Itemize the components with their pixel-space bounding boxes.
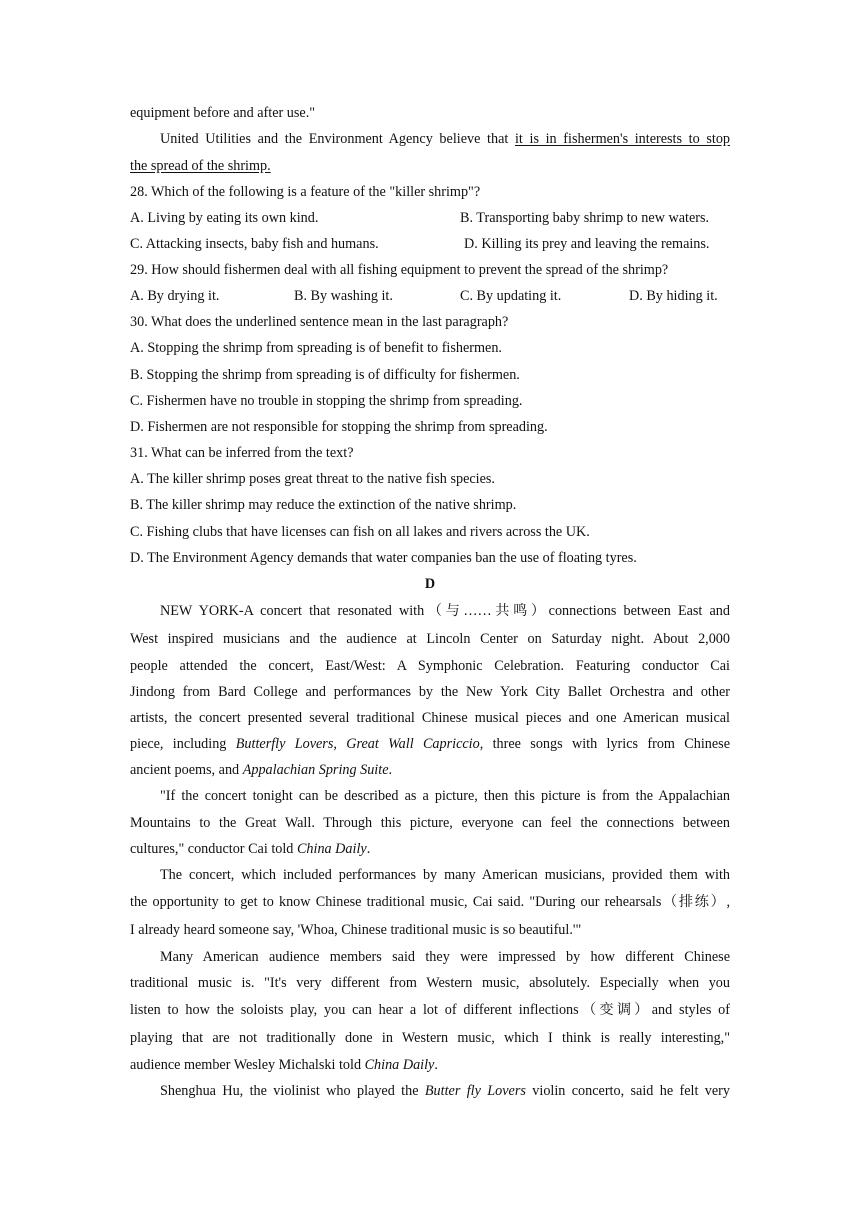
- text-span: .: [388, 762, 393, 778]
- text-span: Shenghua Hu, the violinist who played the: [160, 1083, 425, 1099]
- text-line: [130, 731, 730, 757]
- text-line: [160, 1078, 730, 1104]
- question-stem: 29. How should fishermen deal with all fishing equipment to prevent the spread of the shrimp?: [130, 262, 669, 278]
- italic-title: China Daily: [296, 841, 367, 857]
- option-d: D. Fishermen are not responsible for stopping the shrimp from spreading.: [130, 419, 548, 435]
- text-line: The concert, which included performances by many American musicians, provided them with: [160, 867, 730, 883]
- underlined-sentence: the spread of the shrimp.: [130, 158, 271, 174]
- underlined-sentence: it is in fishermen's interests to stop: [514, 131, 731, 147]
- option-a: A. The killer shrimp poses great threat to the native fish species.: [130, 471, 495, 487]
- text-line: "If the concert tonight can be described as a picture, then this picture is from the Appalachian: [160, 788, 730, 804]
- italic-title: Appalachian Spring Suite: [242, 762, 389, 778]
- text-span: United Utilities and the Environment Agency believe that: [160, 131, 515, 147]
- text-line: [130, 153, 730, 179]
- italic-title: China Daily: [364, 1057, 435, 1073]
- text-line: the opportunity to get to know Chinese traditional music, Cai said. "During our rehearsals（排练）,: [130, 894, 730, 910]
- text-line: equipment before and after use.": [130, 105, 316, 121]
- option-d: D. Killing its prey and leaving the remains.: [464, 236, 710, 252]
- option-d: D. By hiding it.: [629, 288, 718, 304]
- question-stem: 28. Which of the following is a feature of the "killer shrimp"?: [130, 184, 481, 200]
- text-span: violin concerto, said he felt very: [525, 1083, 730, 1099]
- option-c: C. Fishing clubs that have licenses can fish on all lakes and rivers across the UK.: [130, 524, 590, 540]
- text-line: Jindong from Bard College and performances by the New York City Ballet Orchestra and other: [130, 684, 730, 700]
- option-a: A. Stopping the shrimp from spreading is of benefit to fishermen.: [130, 340, 502, 356]
- text-span: piece, including: [130, 736, 236, 752]
- option-a: A. By drying it.: [130, 288, 220, 304]
- text-line: playing that are not traditionally done in Western music, which I think is really interesting,": [130, 1030, 730, 1046]
- option-b: B. The killer shrimp may reduce the extinction of the native shrimp.: [130, 497, 517, 513]
- option-b: B. By washing it.: [294, 288, 393, 304]
- option-row: [130, 283, 730, 309]
- option-b: B. Transporting baby shrimp to new waters.: [460, 210, 710, 226]
- text-span: .: [366, 841, 371, 857]
- text-span: .: [434, 1057, 438, 1073]
- text-line: artists, the concert presented several traditional Chinese musical pieces and one American musical: [130, 710, 730, 726]
- option-c: C. Attacking insects, baby fish and humans.: [130, 236, 379, 252]
- question-stem: 31. What can be inferred from the text?: [130, 445, 354, 461]
- option-row: [130, 231, 730, 257]
- question-stem: 30. What does the underlined sentence mean in the last paragraph?: [130, 314, 509, 330]
- text-span: cultures," conductor Cai told: [130, 841, 297, 857]
- section-heading: D: [424, 576, 436, 592]
- text-line: listen to how the soloists play, you can hear a lot of different inflections（变调）and styles of: [130, 1002, 730, 1018]
- option-c: C. By updating it.: [460, 288, 562, 304]
- text-line: people attended the concert, East/West: A Symphonic Celebration. Featuring conductor Cai: [130, 658, 730, 674]
- option-b: B. Stopping the shrimp from spreading is of difficulty for fishermen.: [130, 367, 520, 383]
- text-line: West inspired musicians and the audience at Lincoln Center on Saturday night. About 2,000: [130, 631, 730, 647]
- text-line: [130, 757, 730, 783]
- text-line: [130, 836, 730, 862]
- text-line: Many American audience members said they were impressed by how different Chinese: [160, 949, 730, 965]
- option-d: D. The Environment Agency demands that water companies ban the use of floating tyres.: [130, 550, 637, 566]
- italic-title: Butter fly Lovers: [424, 1083, 526, 1099]
- text-line: traditional music is. "It's very different from Western music, absolutely. Especially when you: [130, 975, 730, 991]
- text-span: ancient poems, and: [130, 762, 243, 778]
- text-line: I already heard someone say, 'Whoa, Chinese traditional music is so beautiful.'": [130, 922, 582, 938]
- text-line: [160, 126, 730, 152]
- text-line: Mountains to the Great Wall. Through this picture, everyone can feel the connections between: [130, 815, 730, 831]
- text-line: [130, 1052, 730, 1078]
- italic-title: Butterfly Lovers, Great Wall Capriccio: [235, 736, 480, 752]
- text-span: , three songs with lyrics from Chinese: [479, 736, 730, 752]
- text-line: NEW YORK-A concert that resonated with（与……共鸣）connections between East and: [160, 603, 730, 619]
- option-row: [130, 205, 730, 231]
- option-a: A. Living by eating its own kind.: [130, 210, 319, 226]
- text-span: audience member Wesley Michalski told: [130, 1057, 365, 1073]
- option-c: C. Fishermen have no trouble in stopping the shrimp from spreading.: [130, 393, 523, 409]
